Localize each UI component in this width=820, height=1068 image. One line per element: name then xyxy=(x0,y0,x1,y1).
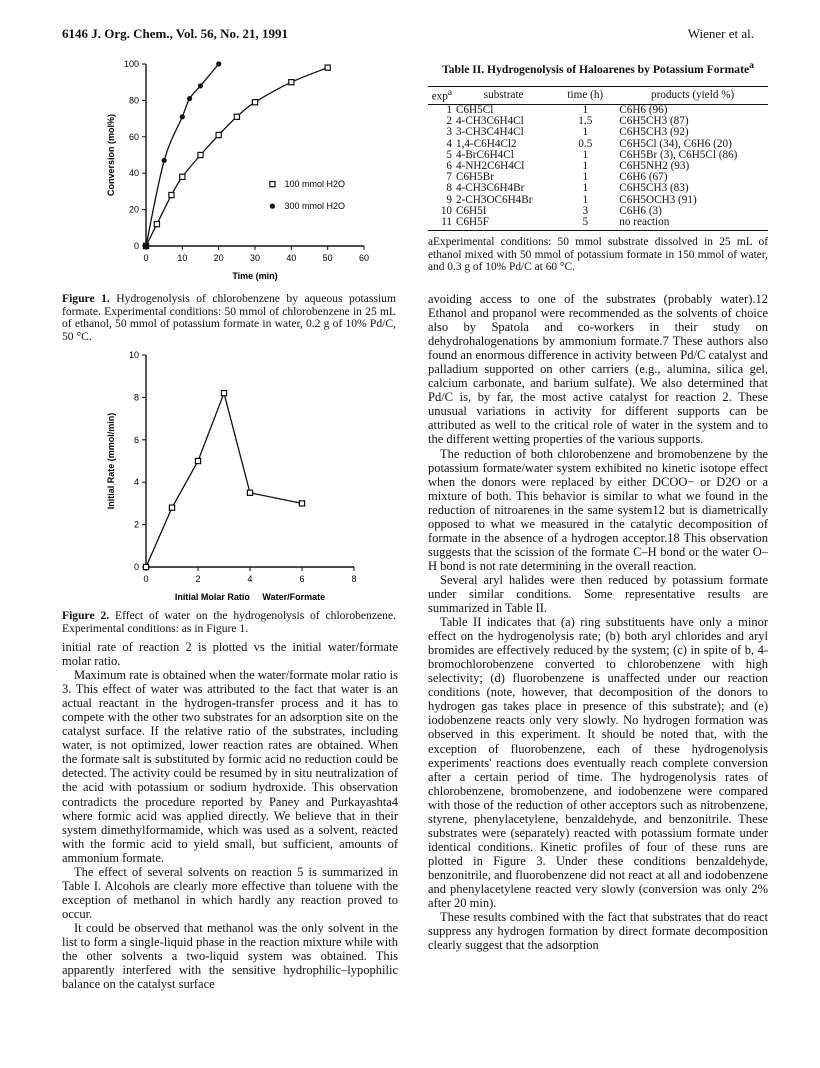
paragraph: Several aryl halides were then reduced by potassium formate under similar conditions. Some representative results are summarized in Table II. xyxy=(428,572,768,616)
y-tick-label: 60 xyxy=(128,131,139,142)
legend-label: 100 mmol H2O xyxy=(284,179,345,190)
table-cell-time: 1 xyxy=(582,193,589,206)
figure-2-caption xyxy=(62,610,396,635)
table-cell-products: C6H5OCH3 (91) xyxy=(619,193,697,206)
table-cell-exp: 2 xyxy=(446,115,452,128)
data-point-circle xyxy=(198,83,203,88)
x-tick-label: 8 xyxy=(351,574,357,584)
table-cell-products: C6H6 (96) xyxy=(619,103,668,116)
x-tick-label: 0 xyxy=(143,253,149,263)
table-cell-substrate: C6H5I xyxy=(456,204,487,217)
table-header-row xyxy=(428,87,768,105)
table-cell-products: C6H5NH2 (93) xyxy=(619,159,690,172)
x-tick-label: 20 xyxy=(213,253,224,263)
x-axis-label: Initial Molar Ratio Water/Formate xyxy=(174,592,326,602)
figure-2-caption-label: Figure 2. xyxy=(62,609,110,622)
legend-label: 300 mmol H2O xyxy=(284,201,345,212)
table-header-cell: products (yield %) xyxy=(617,87,768,105)
figure-1-caption-text: Hydrogenolysis of chlorobenzene by aqueous potassium formate. Experimental conditions: 50 mmol of chlorobenzene in 25 mL of ethanol, 50 mmol of potassium formate in water, 0.2 g of 10% Pd/C, 50 °C. xyxy=(62,292,396,343)
table-cell-time: 0.5 xyxy=(578,137,593,150)
y-tick-label: 4 xyxy=(133,477,139,488)
data-point-square xyxy=(143,564,148,569)
table-2-footnote: aExperimental conditions: 50 mmol substrate dissolved in 25 mL of ethanol mixed with 50 mmol of potassium formate in 150 mmol of water, and 0.3 g of 10% Pd/C at 60 °C. xyxy=(428,236,768,274)
footnote-mark: a xyxy=(749,60,754,71)
table-cell-products: C6H5CH3 (87) xyxy=(619,115,689,128)
table-cell-exp: 5 xyxy=(446,148,452,161)
paragraph: The effect of several solvents on reaction 5 is summarized in Table I. Alcohols are clearly more effective than toluene with the exception of methanol in which hardly any reaction proved to occur. xyxy=(62,864,398,921)
paragraph: It could be observed that methanol was the only solvent in the list to form a single-liquid phase in the reaction mixture while with the other solvents a two-liquid system was obtained. This apparently interfered with the sensitive hydrophilic–lypophilic balance on the catalyst surface xyxy=(62,920,398,992)
table-cell-time: 1 xyxy=(582,159,589,172)
y-tick-label: 40 xyxy=(128,168,139,179)
table-cell-products: C6H5CH3 (92) xyxy=(619,126,689,139)
paragraph: Maximum rate is obtained when the water/formate molar ratio is 3. This effect of water was attributed to the fact that water is an actual reactant in the hydrogen-transfer process and it has to compete with the other two substrates for an adsorption site on the catalyst surface. If the relative ratio of the substrates, including water, is not optimized, lower reaction rates are obtained. When the formate salt is substituted by formic acid no reduction could be detected. The activity could be resumed by in situ neutralization of the acid with potassium or sodium hydroxide. This observation contradicts the procedure reported by Paney and Purkayashta4 where formic acid was applied directly. We believe that in their system dimethylformamide, which was used as a solvent, reacted with the formic acid to yield small, but sufficient, amounts of ammonium formate. xyxy=(62,668,398,865)
table-cell-time: 1.5 xyxy=(578,115,593,128)
y-tick-label: 80 xyxy=(128,95,139,106)
data-point-square xyxy=(325,65,330,70)
table-cell-exp: 7 xyxy=(446,171,452,184)
y-tick-label: 6 xyxy=(133,434,139,445)
x-tick-label: 30 xyxy=(249,253,261,263)
table-cell-products: no reaction xyxy=(617,217,768,231)
table-cell-exp: 9 xyxy=(446,193,452,206)
table-cell-time: 1 xyxy=(582,103,589,116)
left-column xyxy=(62,640,398,991)
table-cell-products: C6H5Br (3), C6H5Cl (86) xyxy=(619,148,738,161)
data-point-square xyxy=(169,505,174,510)
table-cell-substrate: C6H5F xyxy=(454,217,553,231)
table-cell-products: C6H6 (67) xyxy=(619,171,668,184)
right-column xyxy=(428,292,768,952)
table-cell-time: 5 xyxy=(553,217,617,231)
table-row xyxy=(428,183,768,194)
figure-2 xyxy=(70,348,390,606)
data-point-square xyxy=(198,152,203,157)
data-point-square xyxy=(221,391,226,396)
y-tick-label: 10 xyxy=(128,350,139,360)
table-cell-substrate: C6H5Cl xyxy=(456,103,494,116)
y-tick-label: 2 xyxy=(133,519,139,530)
table-cell-substrate: 4-BrC6H4Cl xyxy=(456,148,514,161)
table-cell-exp: 8 xyxy=(446,182,452,195)
data-point-square xyxy=(154,222,159,227)
table-header-text: exp xyxy=(431,90,448,103)
paragraph: These results combined with the fact that substrates that do react suppress any hydrogen formation by direct formate decomposition clearly suggest that the adsorption xyxy=(428,910,768,953)
data-point-circle xyxy=(187,96,192,101)
figure-1-chart xyxy=(70,58,390,288)
table-header-cell: time (h) xyxy=(553,87,617,105)
data-point-circle xyxy=(216,61,221,66)
table-2 xyxy=(428,86,768,231)
paragraph: Table II indicates that (a) ring substituents have only a minor effect on the hydrogenolysis rate; (b) both aryl chlorides and aryl bromides are effectively reduced by the system; (c) in spite of b, 4-bromochlorobenzene converted to chlorobenzene with high selectivity; (d) fluorobenzene is unaffected under our reaction conditions (note, however, that decomposition of the donors to hydrogen gas takes place in presence of this substrate); and (e) iodobenzene reacts only very slowly. No hydrogen formation was observed in this experiment. It should be noted that, with the exception of fluorobenzene, each of these hydrogenolysis experiments' reactions does eventually reach complete conversion after a certain period of time. The hydrogenolysis rates of chlorobenzene, bromobenzene, and iodobenzene were compared with those of the reduction of other acceptors such as nitrobenzene, styrene, phenylacetylene, benzaldehyde, and benzonitrile. These substrates were (separately) reacted with potassium formate under identical conditions. Kinetic profiles of four of these runs are plotted in Figure 3. Under these conditions benzaldehyde, benzonitrile, and fluorobenzene did not react at all and iodobenzene and phenylacetylene reacted very slowly (conversion was only 2% after 20 min). xyxy=(428,615,768,911)
table-cell-time: 3 xyxy=(582,204,589,217)
y-tick-label: 8 xyxy=(133,392,139,403)
table-cell-substrate: 1,4-C6H4Cl2 xyxy=(456,137,517,150)
x-tick-label: 0 xyxy=(143,574,149,584)
x-tick-label: 2 xyxy=(195,574,201,584)
table-cell-substrate: 4-NH2C6H4Cl xyxy=(456,159,525,172)
x-tick-label: 6 xyxy=(299,574,305,584)
table-cell-substrate: 3-CH3C4H4Cl xyxy=(456,126,524,139)
x-tick-label: 60 xyxy=(358,253,370,263)
data-point-square xyxy=(299,501,304,506)
series-line xyxy=(146,68,328,246)
y-axis-label: Conversion (mol%) xyxy=(106,113,116,197)
data-point-circle xyxy=(180,114,185,119)
table-cell-products: C6H5CH3 (83) xyxy=(619,182,689,195)
figure-2-caption-text: Effect of water on the hydrogenolysis of chlorobenzene. Experimental conditions: as in Figure 1. xyxy=(62,609,396,635)
data-point-circle xyxy=(162,158,167,163)
y-tick-label: 20 xyxy=(128,204,139,215)
data-point-square xyxy=(180,174,185,179)
table-2-title-text: Table II. Hydrogenolysis of Haloarenes by Potassium Formate xyxy=(442,62,750,76)
figure-1-caption xyxy=(62,293,396,343)
table-cell-time: 1 xyxy=(582,171,589,184)
x-tick-label: 40 xyxy=(286,253,297,263)
table-cell-exp: 10 xyxy=(440,204,452,217)
y-tick-label: 100 xyxy=(123,59,139,69)
running-header-right: Wiener et al. xyxy=(687,26,754,41)
table-cell-time: 1 xyxy=(582,126,589,139)
data-point-square xyxy=(252,100,257,105)
y-tick-label: 0 xyxy=(133,241,139,251)
data-point-square xyxy=(234,114,239,119)
table-cell-products: C6H5Cl (34), C6H6 (20) xyxy=(619,137,732,150)
table-row xyxy=(428,127,768,138)
x-axis-label: Time (min) xyxy=(232,271,278,281)
figure-1-caption-label: Figure 1. xyxy=(62,292,110,305)
table-cell-exp: 11 xyxy=(428,217,454,231)
table-cell-exp: 3 xyxy=(446,126,452,139)
table-2-title xyxy=(428,60,768,76)
table-cell-substrate: C6H5Br xyxy=(456,171,494,184)
x-tick-label: 10 xyxy=(177,253,188,263)
table-cell-exp: 4 xyxy=(446,137,452,150)
series-line xyxy=(146,64,219,246)
table-cell-substrate: 4-CH3C6H4Br xyxy=(456,182,525,195)
table-header-cell xyxy=(428,87,454,105)
table-cell-products: C6H6 (3) xyxy=(619,204,662,217)
series-line xyxy=(146,393,302,567)
table-body xyxy=(428,104,768,230)
x-tick-label: 4 xyxy=(247,574,253,584)
paragraph: The reduction of both chlorobenzene and bromobenzene by the potassium formate/water system exhibited no kinetic isotope effect when the donors were replaced by either DCOO− or D2O or a mixture of both. This behavior is similar to what we found in the reduction of nitroarenes in the same system12 but is diametrically opposed to what we measured in the catalytic decomposition of formate in the absence of a hydrogen acceptor.18 This observation suggests that the scission of the formate C–H bond or the water O–H bond is not rate determining in the overall reaction. xyxy=(428,446,768,573)
table-header-cell: substrate xyxy=(454,87,553,105)
footnote-mark: a xyxy=(447,88,452,98)
y-tick-label: 0 xyxy=(133,562,139,572)
x-tick-label: 50 xyxy=(322,253,333,263)
data-point-square xyxy=(216,132,221,137)
data-point-square xyxy=(169,192,174,197)
figure-2-chart xyxy=(70,348,390,606)
data-point-square xyxy=(289,80,294,85)
table-row xyxy=(428,217,768,231)
data-point-square xyxy=(195,458,200,463)
table-cell-exp: 6 xyxy=(446,159,452,172)
table-cell-time: 1 xyxy=(582,182,589,195)
legend-marker-circle xyxy=(270,204,275,209)
paragraph: initial rate of reaction 2 is plotted vs the initial water/formate molar ratio. xyxy=(62,640,398,669)
paragraph: avoiding access to one of the substrates (probably water).12 Ethanol and propanol were recommended as the solvents of choice also by Spatola and co-workers in their study on dehydrohalogenations by ammonium formate.7 These authors also found an enormous difference in activity between Pd/C catalyst and palladium supported on other carriers (e.g., alumina, silica gel, calcium carbonate, and barium sulfate). We also determined that Pd/C is, by far, the most active catalyst for reaction 2. These unusual variations in activity for different supports can be attributed as well to the critical role of water in the system and to the different wetting properties of the various supports. xyxy=(428,292,768,447)
table-cell-substrate: 4-CH3C6H4Cl xyxy=(456,115,524,128)
table-cell-time: 1 xyxy=(582,148,589,161)
table-cell-exp: 1 xyxy=(446,103,452,116)
figure-1 xyxy=(70,58,390,288)
data-point-circle xyxy=(143,243,148,248)
table-cell-substrate: 2-CH3OC6H4Br xyxy=(456,193,533,206)
running-header-left: 6146 J. Org. Chem., Vol. 56, No. 21, 1991 xyxy=(62,26,289,41)
data-point-square xyxy=(247,490,252,495)
y-axis-label: Initial Rate (mmol/min) xyxy=(106,412,116,510)
legend-marker-square xyxy=(270,182,275,187)
